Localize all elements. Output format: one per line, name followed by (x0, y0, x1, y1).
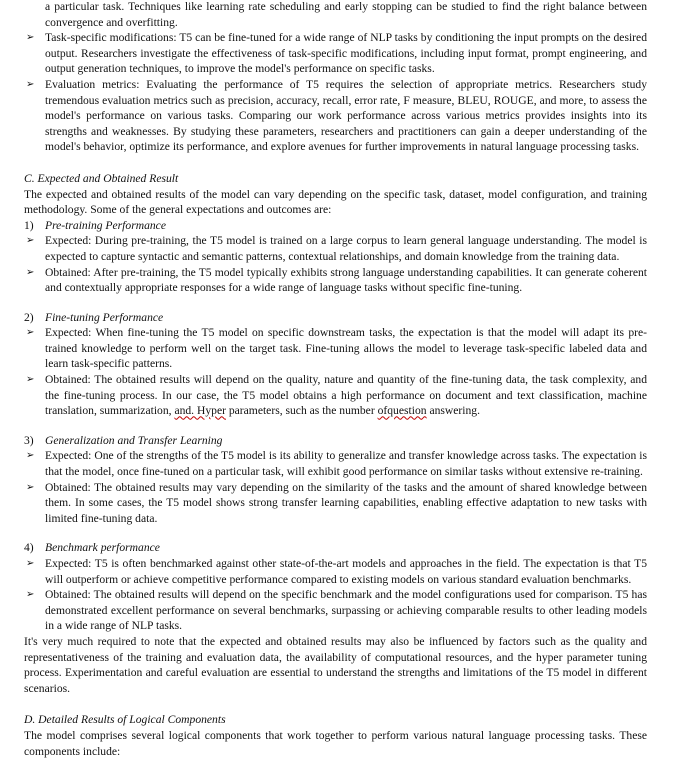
arrow-bullet-icon: ➢ (26, 558, 35, 569)
bullet-text-part: parameters, such as the number (225, 404, 378, 418)
arrow-bullet-icon: ➢ (26, 450, 35, 462)
subheading-title: Benchmark performance (45, 541, 160, 555)
section-c-intro: The expected and obtained results of the model can vary depending on the specific task, dataset, model configuration, and training methodology. Some of the general expectations and outcomes are: (24, 187, 647, 217)
bullet-text: Expected: During pre-training, the T5 model is trained on a large corpus to learn general language understanding. The model is expected to capture syntactic and semantic patterns, contextual relationships, and domain knowledge from the training data. (45, 234, 647, 263)
bullet-generalization-expected (24, 448, 647, 479)
subheading-generalization (24, 433, 647, 449)
arrow-bullet-icon: ➢ (26, 589, 35, 601)
bullet-text: Obtained: The obtained results will depend on the specific benchmark and the model configurations used for comparison. T5 has demonstrated excellent performance on several benchmarks, surpassing or achieving comparable results to other leading models in a wide range of NLP tasks. (45, 588, 647, 633)
bullet-evaluation-metrics (24, 77, 647, 155)
subheading-title: Pre-training Performance (45, 218, 166, 232)
bullet-benchmark-expected (24, 556, 647, 587)
arrow-bullet-icon: ➢ (26, 374, 35, 386)
subheading-title: Fine-tuning Performance (45, 310, 164, 324)
document-page (24, 0, 647, 759)
spellcheck-flagged-text[interactable]: ofquestion (377, 404, 427, 418)
subheading-title: Generalization and Transfer Learning (45, 433, 223, 447)
bullet-text: Expected: When fine-tuning the T5 model on specific downstream tasks, the expectation is that the model will adapt its pre-trained knowledge to perform well on the target task. Fine-tuning allows the model to leverage task-specific labeled data and learn task-specific patterns. (45, 326, 647, 371)
bullet-benchmark-obtained (24, 587, 647, 634)
bullet-text: Evaluation metrics: Evaluating the performance of T5 requires the selection of appropriate metrics. Researchers study tremendous evaluation metrics such as precision, accuracy, recall, error rate, F measure, BLEU, ROUGE, and more, to assess the model's performance on various tasks. Comparing our work performance across various metrics provides insights into its strengths and weaknesses. By studying these parameters, researchers and practitioners can gain a deeper understanding of the model's behavior, optimize its performance, and explore avenues for further improvements in natural language processing tasks. (45, 77, 647, 154)
spellcheck-flagged-text[interactable]: and. Hyper (174, 404, 226, 418)
bullet-text: Expected: T5 is often benchmarked against other state-of-the-art models and approaches in the field. The expectation is that T5 will outperform or achieve competitive performance compared to existing models on various standard evaluation benchmarks. (45, 557, 647, 586)
arrow-bullet-icon: ➢ (26, 481, 35, 493)
bullet-text: Obtained: After pre-training, the T5 model typically exhibits strong language understanding capabilities. It can generate coherent and contextually appropriate responses for a wide range of language tasks without specific fine-tuning. (45, 265, 647, 295)
continued-paragraph (24, 0, 647, 30)
subheading-number: 3) (24, 433, 34, 447)
subheading-number: 4) (24, 541, 34, 555)
bullet-task-specific (24, 30, 647, 77)
section-c-closing: It's very much required to note that the expected and obtained results may also be influenced by factors such as the quality and representativeness of the training and evaluation data, the availability of computational resources, and the hyper parameter tuning process. Experimentation and careful evaluation are essential to understand the strengths and limitations of the T5 model in different scenarios. (24, 634, 647, 695)
bullet-text-part: answering. (426, 404, 480, 418)
subheading-number: 1) (24, 218, 34, 232)
section-heading-d: D. Detailed Results of Logical Components (24, 713, 226, 727)
subheading-benchmark (24, 540, 647, 556)
bullet-pretraining-expected (24, 233, 647, 264)
section-d-intro: The model comprises several logical components that work together to perform various natural language processing tasks. These components include: (24, 728, 647, 758)
bullet-finetuning-expected (24, 325, 647, 372)
arrow-bullet-icon: ➢ (26, 235, 35, 247)
subheading-number: 2) (24, 310, 34, 324)
subheading-finetuning (24, 310, 647, 326)
section-heading-c: C. Expected and Obtained Result (24, 171, 179, 185)
bullet-text: Obtained: The obtained results may vary depending on the similarity of the tasks and the amount of shared knowledge between them. In some cases, the T5 model shows strong transfer learning capabilities, enabling effective adaptation to new tasks with limited fine-tuning data. (45, 480, 647, 525)
bullet-finetuning-obtained (24, 372, 647, 419)
bullet-text-part: Obtained: The obtained results will depend on the quality, nature and quantity of the fine-tuning data, the task complexity, and the fine-tuning process. In our case, the T5 model obtains a high performance on document and text classification, machine translation, summarization, (45, 373, 647, 418)
bullet-generalization-obtained (24, 480, 647, 527)
subheading-pretraining (24, 218, 647, 234)
arrow-bullet-icon: ➢ (26, 266, 35, 278)
arrow-bullet-icon: ➢ (26, 327, 35, 339)
continued-text: a particular task. Techniques like learning rate scheduling and early stopping can be studied to find the right balance between convergence and overfitting. (45, 0, 647, 29)
arrow-bullet-icon: ➢ (26, 32, 35, 44)
bullet-text: Expected: One of the strengths of the T5 model is its ability to generalize and transfer knowledge across tasks. The expectation is that the model, once fine-tuned on a particular task, will exhibit good performance on similar tasks without extensive re-training. (45, 449, 647, 479)
bullet-text: Task-specific modifications: T5 can be fine-tuned for a wide range of NLP tasks by conditioning the input prompts on the desired output. Researchers investigate the effectiveness of task-specific modifications, including input format, prompt engineering, and output generation techniques, to improve the model's performance on specific tasks. (45, 31, 647, 76)
arrow-bullet-icon: ➢ (26, 78, 35, 90)
bullet-pretraining-obtained (24, 265, 647, 296)
